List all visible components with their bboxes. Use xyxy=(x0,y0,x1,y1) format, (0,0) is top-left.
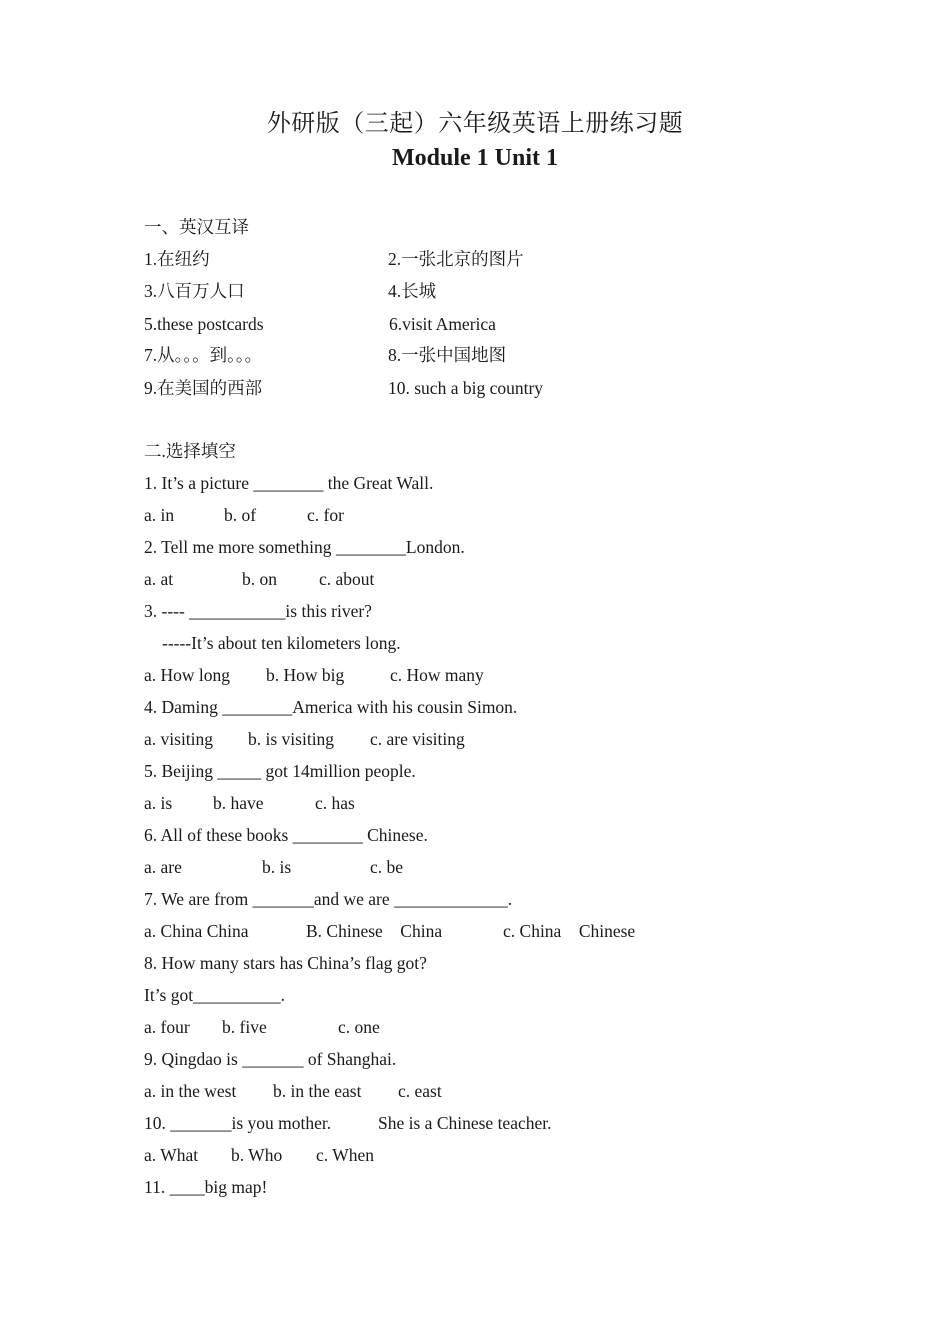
translation-item: 3.八百万人口 xyxy=(144,281,245,301)
question-7: 7. We are from _______and we are _____________. xyxy=(144,889,513,909)
translation-item: 9.在美国的西部 xyxy=(144,378,263,398)
q9-option-c: c. east xyxy=(398,1081,442,1101)
q3-option-a: a. How long xyxy=(144,665,231,685)
q1-option-a: a. in xyxy=(144,505,175,525)
q4-option-a: a. visiting xyxy=(144,729,214,749)
question-11: 11. ____big map! xyxy=(144,1177,268,1197)
q2-option-a: a. at xyxy=(144,569,174,589)
q2-option-c: c. about xyxy=(319,569,375,589)
question-6: 6. All of these books ________ Chinese. xyxy=(144,825,428,845)
q4-option-b: b. is visiting xyxy=(248,729,335,749)
q9-option-a: a. in the west xyxy=(144,1081,237,1101)
translation-item: 6.visit America xyxy=(389,314,496,334)
q5-option-a: a. is xyxy=(144,793,173,813)
q3-answer-line: -----It’s about ten kilometers long. xyxy=(162,633,401,653)
q5-option-b: b. have xyxy=(213,793,264,813)
q7-option-a: a. China China xyxy=(144,921,249,941)
q9-option-b: b. in the east xyxy=(273,1081,362,1101)
translation-item: 8.一张中国地图 xyxy=(388,345,507,365)
translation-item: 4.长城 xyxy=(388,281,437,301)
section2-heading: 二.选择填空 xyxy=(144,441,236,461)
translation-item: 1.在纽约 xyxy=(144,249,210,269)
q8-option-b: b. five xyxy=(222,1017,267,1037)
q8-option-a: a. four xyxy=(144,1017,190,1037)
translation-item: 7.从。。。到。。。 xyxy=(144,345,263,365)
q10-option-b: b. Who xyxy=(231,1145,283,1165)
q10-option-a: a. What xyxy=(144,1145,199,1165)
q8-answer-line: It’s got__________. xyxy=(144,985,285,1005)
q5-option-c: c. has xyxy=(315,793,355,813)
question-4: 4. Daming ________America with his cousin Simon. xyxy=(144,697,518,717)
question-5: 5. Beijing _____ got 14million people. xyxy=(144,761,416,781)
question-3: 3. ---- ___________is this river? xyxy=(144,601,372,621)
translation-item: 5.these postcards xyxy=(144,314,264,334)
section1-heading: 一、英汉互译 xyxy=(144,217,249,237)
translation-item: 2.一张北京的图片 xyxy=(388,249,524,269)
translation-item: 10. such a big country xyxy=(388,378,544,398)
page-title-chinese: 外研版（三起）六年级英语上册练习题 xyxy=(266,111,684,137)
question-10: 10. _______is you mother. xyxy=(144,1113,332,1133)
q6-option-a: a. are xyxy=(144,857,182,877)
question-8: 8. How many stars has China’s flag got? xyxy=(144,953,427,973)
q10-option-c: c. When xyxy=(316,1145,374,1165)
q1-option-b: b. of xyxy=(224,505,257,525)
page-title-module: Module 1 Unit 1 xyxy=(391,145,558,171)
q3-option-b: b. How big xyxy=(266,665,345,685)
q4-option-c: c. are visiting xyxy=(370,729,465,749)
q7-option-c: c. China Chinese xyxy=(503,921,636,941)
q7-option-b: B. Chinese China xyxy=(306,921,443,941)
q3-option-c: c. How many xyxy=(390,665,484,685)
q2-option-b: b. on xyxy=(242,569,277,589)
q8-option-c: c. one xyxy=(338,1017,380,1037)
question-1: 1. It’s a picture ________ the Great Wall. xyxy=(144,473,434,493)
question-2: 2. Tell me more something ________London. xyxy=(144,537,465,557)
q6-option-c: c. be xyxy=(370,857,404,877)
question-10-context: She is a Chinese teacher. xyxy=(378,1113,552,1133)
q1-option-c: c. for xyxy=(307,505,344,525)
q6-option-b: b. is xyxy=(262,857,292,877)
question-9: 9. Qingdao is _______ of Shanghai. xyxy=(144,1049,397,1069)
